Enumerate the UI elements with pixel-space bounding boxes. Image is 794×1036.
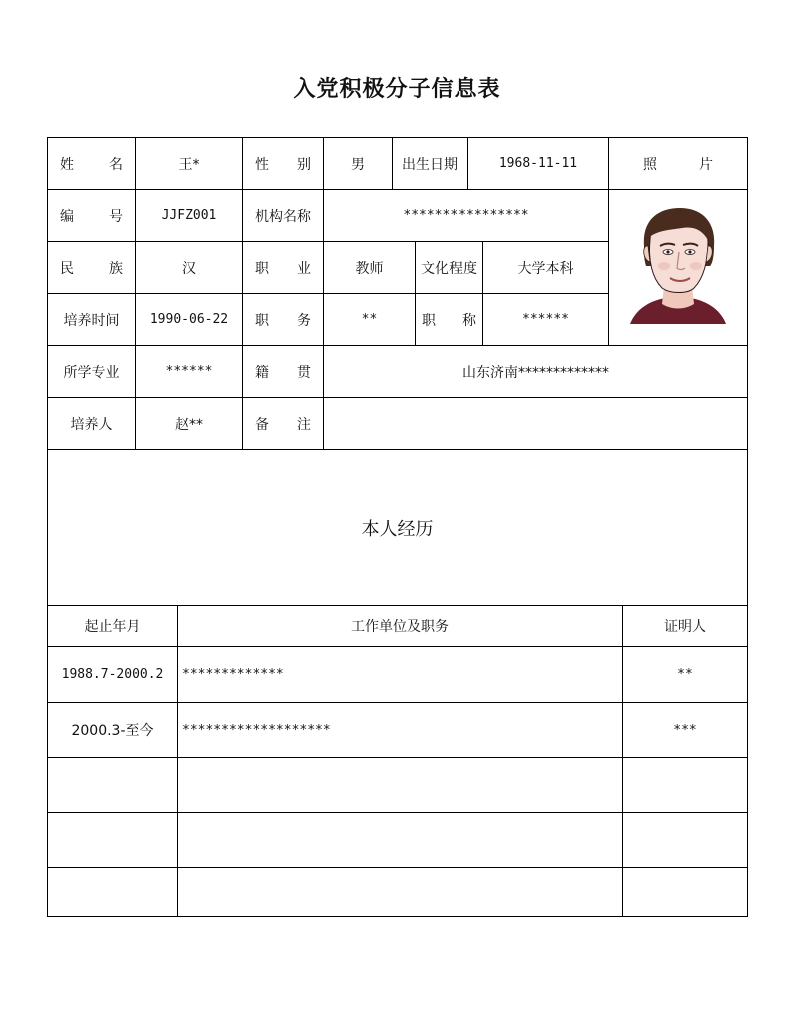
history-row-unit: ******************* (182, 722, 331, 738)
photo-label: 照 片 (643, 156, 713, 173)
remark-label: 备 注 (255, 416, 311, 433)
history-header-witness: 证明人 (664, 619, 706, 635)
job-label: 职 业 (255, 260, 311, 277)
history-row-period (48, 758, 177, 812)
name-label: 姓 名 (60, 156, 123, 173)
train-time-label: 培养时间 (63, 312, 120, 329)
org-label: 机构名称 (255, 208, 311, 225)
major-value: ****** (165, 364, 213, 379)
history-row-period: 1988.7-2000.2 (61, 667, 164, 682)
ethnic-label: 民 族 (60, 260, 123, 277)
id-value: JJFZ001 (161, 208, 217, 223)
job-value: 教师 (355, 260, 384, 277)
history-row-witness (623, 868, 747, 916)
history-row-unit (178, 868, 622, 916)
rank-value: ****** (522, 312, 569, 327)
rank-label: 职 称 (422, 312, 476, 329)
ethnic-value: 汉 (182, 260, 196, 277)
table-border-right (747, 137, 748, 917)
major-label: 所学专业 (63, 364, 120, 381)
edu-value: 大学本科 (517, 260, 574, 277)
trainer-value: 赵** (175, 416, 203, 433)
id-label: 编 号 (60, 208, 123, 225)
history-row-witness (623, 758, 747, 812)
trainer-label: 培养人 (70, 416, 113, 433)
page-title: 入党积极分子信息表 (293, 77, 501, 102)
train-time-value: 1990-06-22 (149, 312, 229, 327)
history-row-period (48, 868, 177, 916)
native-label: 籍 贯 (255, 364, 311, 381)
history-row-unit (178, 758, 622, 812)
native-value: 山东济南************* (462, 364, 609, 381)
portrait-photo (622, 200, 734, 324)
history-row-unit: ************* (182, 667, 284, 682)
post-value: ** (361, 312, 378, 327)
history-row-witness: ** (677, 667, 693, 682)
history-row-period (48, 813, 177, 867)
history-row-witness (623, 813, 747, 867)
history-section-title: 本人经历 (361, 518, 434, 540)
history-row-unit (178, 813, 622, 867)
table-border-bottom (47, 916, 748, 917)
remark-value (324, 398, 747, 449)
org-value: **************** (403, 208, 529, 223)
history-header-period: 起止年月 (84, 619, 141, 635)
history-header-unit: 工作单位及职务 (351, 619, 449, 635)
name-value: 王* (178, 156, 200, 173)
gender-label: 性 别 (255, 156, 311, 173)
birth-value: 1968-11-11 (498, 156, 578, 171)
birth-label: 出生日期 (402, 156, 458, 173)
gender-value: 男 (351, 156, 365, 173)
post-label: 职 务 (255, 312, 311, 329)
history-row-witness: *** (673, 722, 697, 738)
history-row-period: 2000.3-至今 (71, 723, 154, 739)
edu-label: 文化程度 (421, 260, 477, 277)
